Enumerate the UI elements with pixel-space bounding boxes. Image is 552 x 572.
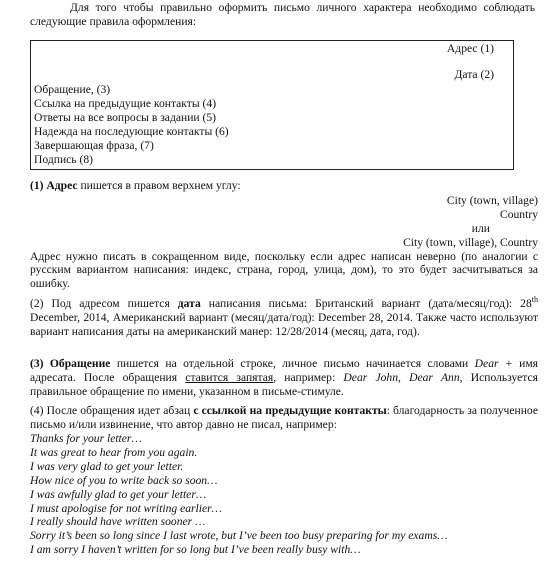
section-greeting-text-2: имя адресата. После обращения (30, 357, 539, 384)
example-phrase: How nice of you to write back so soon… (30, 473, 218, 487)
section-address-heading (30, 179, 538, 193)
dear-example: Dear + (474, 357, 513, 370)
rule-date: Дата (2) (454, 68, 494, 81)
rule-item: Обращение, (3) (34, 83, 111, 96)
section-date-text-2: написания письма: Британский вариант (дата/месяц/год): 28 (200, 297, 532, 310)
example-phrase: I was very glad to get your letter. (30, 459, 184, 473)
rule-item: Надежда на последующие контакты (6) (34, 124, 229, 138)
section-address (30, 179, 538, 291)
section-greeting-text: пишется на отдельной строке, личное письмо начинается словами (110, 357, 475, 370)
section-address-title: (1) Адрес (30, 179, 78, 192)
section-greeting (30, 357, 538, 399)
address-line-2: Country (499, 207, 538, 221)
address-or: или (471, 221, 490, 235)
example-phrases (30, 432, 448, 557)
example-phrase: I really should have written sooner … (30, 515, 206, 529)
section-date-text-3: December, 2014, Американский вариант (месяц/дата/год): December 28, 2014. Также часто используют вариант написания даты на американский манер: 12/28/2014 (месяц, дата, год). (30, 310, 538, 338)
section-previous-contacts (30, 404, 538, 432)
example-phrase: Sorry it’s been so long since I last wrote, but I’ve been too busy preparing for my exams… (30, 529, 448, 543)
section-date-text: (2) Под адресом пишется (30, 297, 178, 310)
rule-address: Адрес (1) (446, 42, 494, 55)
example-phrase: Thanks for your letter… (30, 432, 142, 445)
address-note: Адрес нужно писать в сокращенном виде, поскольку если адрес написан неверно (по аналогии с русским вариантом написания: индекс, страна, город, улица, дом), то это будет засчитываться за ошибку. (30, 249, 538, 291)
address-line-1: City (town, village) (446, 193, 538, 207)
section-greeting-text-4: Используется правильное обращение по имени, указанном в письме-стимуле. (30, 370, 538, 398)
rules-list (34, 83, 229, 166)
example-phrase: I must apologise for not writing earlier… (30, 501, 222, 515)
rule-item: Подпись (8) (34, 152, 93, 166)
section-greeting-text-3: , например: (273, 370, 344, 384)
section-contacts-text: (4) После обращения идет абзац (30, 404, 194, 417)
section-greeting-title: (3) Обращение (30, 357, 111, 370)
rule-item: Ответы на все вопросы в задании (5) (34, 110, 217, 124)
section-address-text: пишется в правом верхнем углу: (77, 179, 241, 192)
section-contacts-text-2: : благодарность за полученное письмо и/или извинение, что автор давно не писал, например: (30, 404, 538, 431)
section-date-bold: дата (177, 297, 201, 310)
rule-item: Ссылка на предыдущие контакты (4) (34, 96, 217, 110)
intro-paragraph: Для того чтобы правильно оформить письмо личного характера необходимо соблюдать следующие правила оформления: (30, 1, 535, 28)
greeting-examples: Dear John, Dear Ann, (343, 370, 463, 384)
rule-item: Завершающая фраза, (7) (34, 138, 154, 152)
address-line-3: City (town, village), Country (403, 235, 538, 249)
example-phrase: It was great to hear from you again. (30, 445, 198, 459)
section-date (30, 297, 538, 339)
rules-box (30, 40, 514, 170)
section-contacts-bold: с ссылкой на предыдущие контакты (193, 404, 387, 417)
date-ordinal-suffix: th (531, 295, 538, 305)
example-phrase: I was awfully glad to get your letter… (30, 487, 207, 501)
example-phrase: I am sorry I haven’t written for so long but I’ve been really busy with… (30, 543, 361, 557)
comma-rule: ставится запятая (185, 370, 274, 384)
